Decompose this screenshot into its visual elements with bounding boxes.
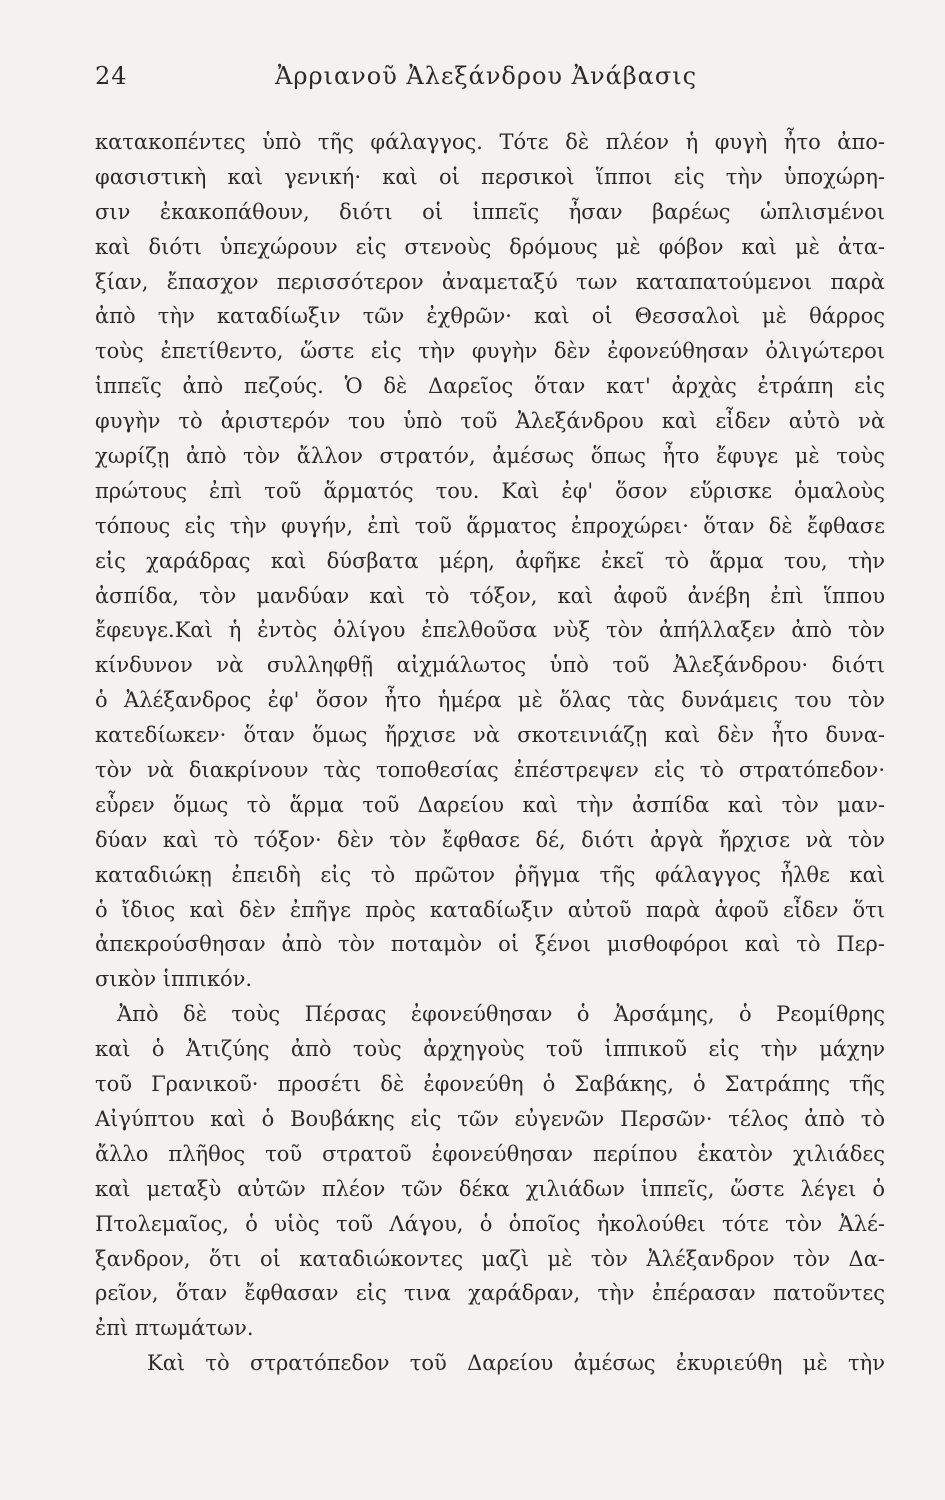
text-line: ἀσπίδα, τὸν μανδύαν καὶ τὸ τόξον, καὶ ἀφοῦ ἀνέβη ἐπὶ ἵππου xyxy=(95,583,885,608)
text-line: ρεῖον, ὅταν ἔφθασαν εἰς τινα χαράδραν, τὴν ἐπέρασαν πατοῦντες xyxy=(95,1281,885,1306)
text-line: Αἰγύπτου καὶ ὁ Βουβάκης εἰς τῶν εὐγενῶν Περσῶν· τέλος ἀπὸ τὸ xyxy=(95,1106,885,1131)
text-line: καὶ ὁ Ἀτιζύης ἀπὸ τοὺς ἀρχηγοὺς τοῦ ἱππικοῦ εἰς τὴν μάχην xyxy=(95,1037,885,1062)
text-line: καὶ διότι ὑπεχώρουν εἰς στενοὺς δρόμους μὲ φόβον καὶ μὲ ἀτα- xyxy=(95,234,885,259)
paragraph-end-line: ἐπὶ πτωμάτων. xyxy=(95,1316,254,1341)
text-line: τόπους εἰς τὴν φυγήν, ἐπὶ τοῦ ἅρματος ἐπροχώρει· ὅταν δὲ ἔφθασε xyxy=(95,513,885,538)
text-line: πρώτους ἐπὶ τοῦ ἅρματός του. Καὶ ἐφ' ὅσον εὕρισκε ὁμαλοὺς xyxy=(95,478,885,503)
text-line: καὶ μεταξὺ αὐτῶν πλέον τῶν δέκα χιλιάδων ἱππεῖς, ὥστε λέγει ὁ xyxy=(95,1176,885,1201)
text-line: δύαν καὶ τὸ τόξον· δὲν τὸν ἔφθασε δέ, διότι ἀργὰ ἤρχισε νὰ τὸν xyxy=(95,827,885,852)
text-line: Πτολεμαῖος, ὁ υἱὸς τοῦ Λάγου, ὁ ὁποῖος ἠκολούθει τότε τὸν Ἀλέ- xyxy=(95,1211,885,1236)
text-line: ἀπὸ τὴν καταδίωξιν τῶν ἐχθρῶν· καὶ οἱ Θεσσαλοὶ μὲ θάρρος xyxy=(95,304,885,329)
text-line: ὁ Ἀλέξανδρος ἐφ' ὅσον ἦτο ἡμέρα μὲ ὅλας τὰς δυνάμεις του τὸν xyxy=(95,688,885,713)
paragraph-start-line: Καὶ τὸ στρατόπεδον τοῦ Δαρείου ἀμέσως ἐκυριεύθη μὲ τὴν xyxy=(147,1351,885,1376)
text-line: κατακοπέντες ὑπὸ τῆς φάλαγγος. Τότε δὲ πλέον ἡ φυγὴ ἦτο ἀπο- xyxy=(95,130,885,154)
text-line: τοῦ Γρανικοῦ· προσέτι δὲ ἐφονεύθη ὁ Σαβάκης, ὁ Σατράπης τῆς xyxy=(95,1072,885,1097)
text-line: τὸν νὰ διακρίνουν τὰς τοποθεσίας ἐπέστρεψεν εἰς τὸ στρατόπεδον· xyxy=(95,758,885,783)
text-line: εἰς χαράδρας καὶ δύσβατα μέρη, ἀφῆκε ἐκεῖ τὸ ἅρμα του, τὴν xyxy=(95,548,885,573)
text-line: τοὺς ἐπετίθεντο, ὥστε εἰς τὴν φυγὴν δὲν ἐφονεύθησαν ὀλιγώτεροι xyxy=(95,339,885,364)
running-title: Ἀρριανοῦ Ἀλεξάνδρου Ἀνάβασις xyxy=(275,62,698,90)
page-number: 24 xyxy=(95,62,128,90)
text-line: φασιστικὴ καὶ γενική· καὶ οἱ περσικοὶ ἵπποι εἰς τὴν ὑποχώρη- xyxy=(95,164,885,189)
text-line: κίνδυνον νὰ συλληφθῇ αἰχμάλωτος ὑπὸ τοῦ Ἀλεξάνδρου· διότι xyxy=(95,653,885,678)
text-line: ὁ ἴδιος καὶ δὲν ἐπῆγε πρὸς καταδίωξιν αὐτοῦ παρὰ ἀφοῦ εἶδεν ὅτι xyxy=(95,897,885,922)
page-header xyxy=(95,62,885,96)
text-line: καταδιώκῃ ἐπειδὴ εἰς τὸ πρῶτον ῥῆγμα τῆς φάλαγγος ἦλθε καὶ xyxy=(95,862,885,887)
text-line: σιν ἐκακοπάθουν, διότι οἱ ἱππεῖς ἦσαν βαρέως ὡπλισμένοι xyxy=(95,199,885,224)
text-line: εὗρεν ὅμως τὸ ἅρμα τοῦ Δαρείου καὶ τὴν ἀσπίδα καὶ τὸν μαν- xyxy=(95,792,885,817)
text-line: ἔφευγε.Καὶ ἡ ἐντὸς ὀλίγου ἐπελθοῦσα νὺξ τὸν ἀπήλλαξεν ἀπὸ τὸν xyxy=(95,618,885,643)
text-line: ἱππεῖς ἀπὸ πεζούς. Ὁ δὲ Δαρεῖος ὅταν κατ' ἀρχὰς ἐτράπη εἰς xyxy=(95,374,885,399)
text-line: φυγὴν τὸ ἀριστερόν του ὑπὸ τοῦ Ἀλεξάνδρου καὶ εἶδεν αὐτὸ νὰ xyxy=(95,409,885,434)
text-line: χωρίζῃ ἀπὸ τὸν ἄλλον στρατόν, ἀμέσως ὅπως ἦτο ἔφυγε μὲ τοὺς xyxy=(95,444,885,469)
text-line: κατεδίωκεν· ὅταν ὅμως ἤρχισε νὰ σκοτεινιάζῃ καὶ δὲν ἦτο δυνα- xyxy=(95,723,885,748)
paragraph-end-line: σικὸν ἱππικόν. xyxy=(95,967,253,992)
paragraph-start-line: Ἀπὸ δὲ τοὺς Πέρσας ἐφονεύθησαν ὁ Ἀρσάμης, ὁ Ρεομίθρης xyxy=(117,1002,885,1027)
text-line: ἀπεκρούσθησαν ἀπὸ τὸν ποταμὸν οἱ ξένοι μισθοφόροι καὶ τὸ Περ- xyxy=(95,932,885,957)
text-line: ἄλλο πλῆθος τοῦ στρατοῦ ἐφονεύθησαν περίπου ἑκατὸν χιλιάδες xyxy=(95,1141,885,1166)
body-text xyxy=(95,125,885,1381)
text-line: ξανδρον, ὅτι οἱ καταδιώκοντες μαζὶ μὲ τὸν Ἀλέξανδρον τὸν Δα- xyxy=(95,1246,885,1271)
text-line: ξίαν, ἔπασχον περισσότερον ἀναμεταξύ των καταπατούμενοι παρὰ xyxy=(95,269,885,294)
